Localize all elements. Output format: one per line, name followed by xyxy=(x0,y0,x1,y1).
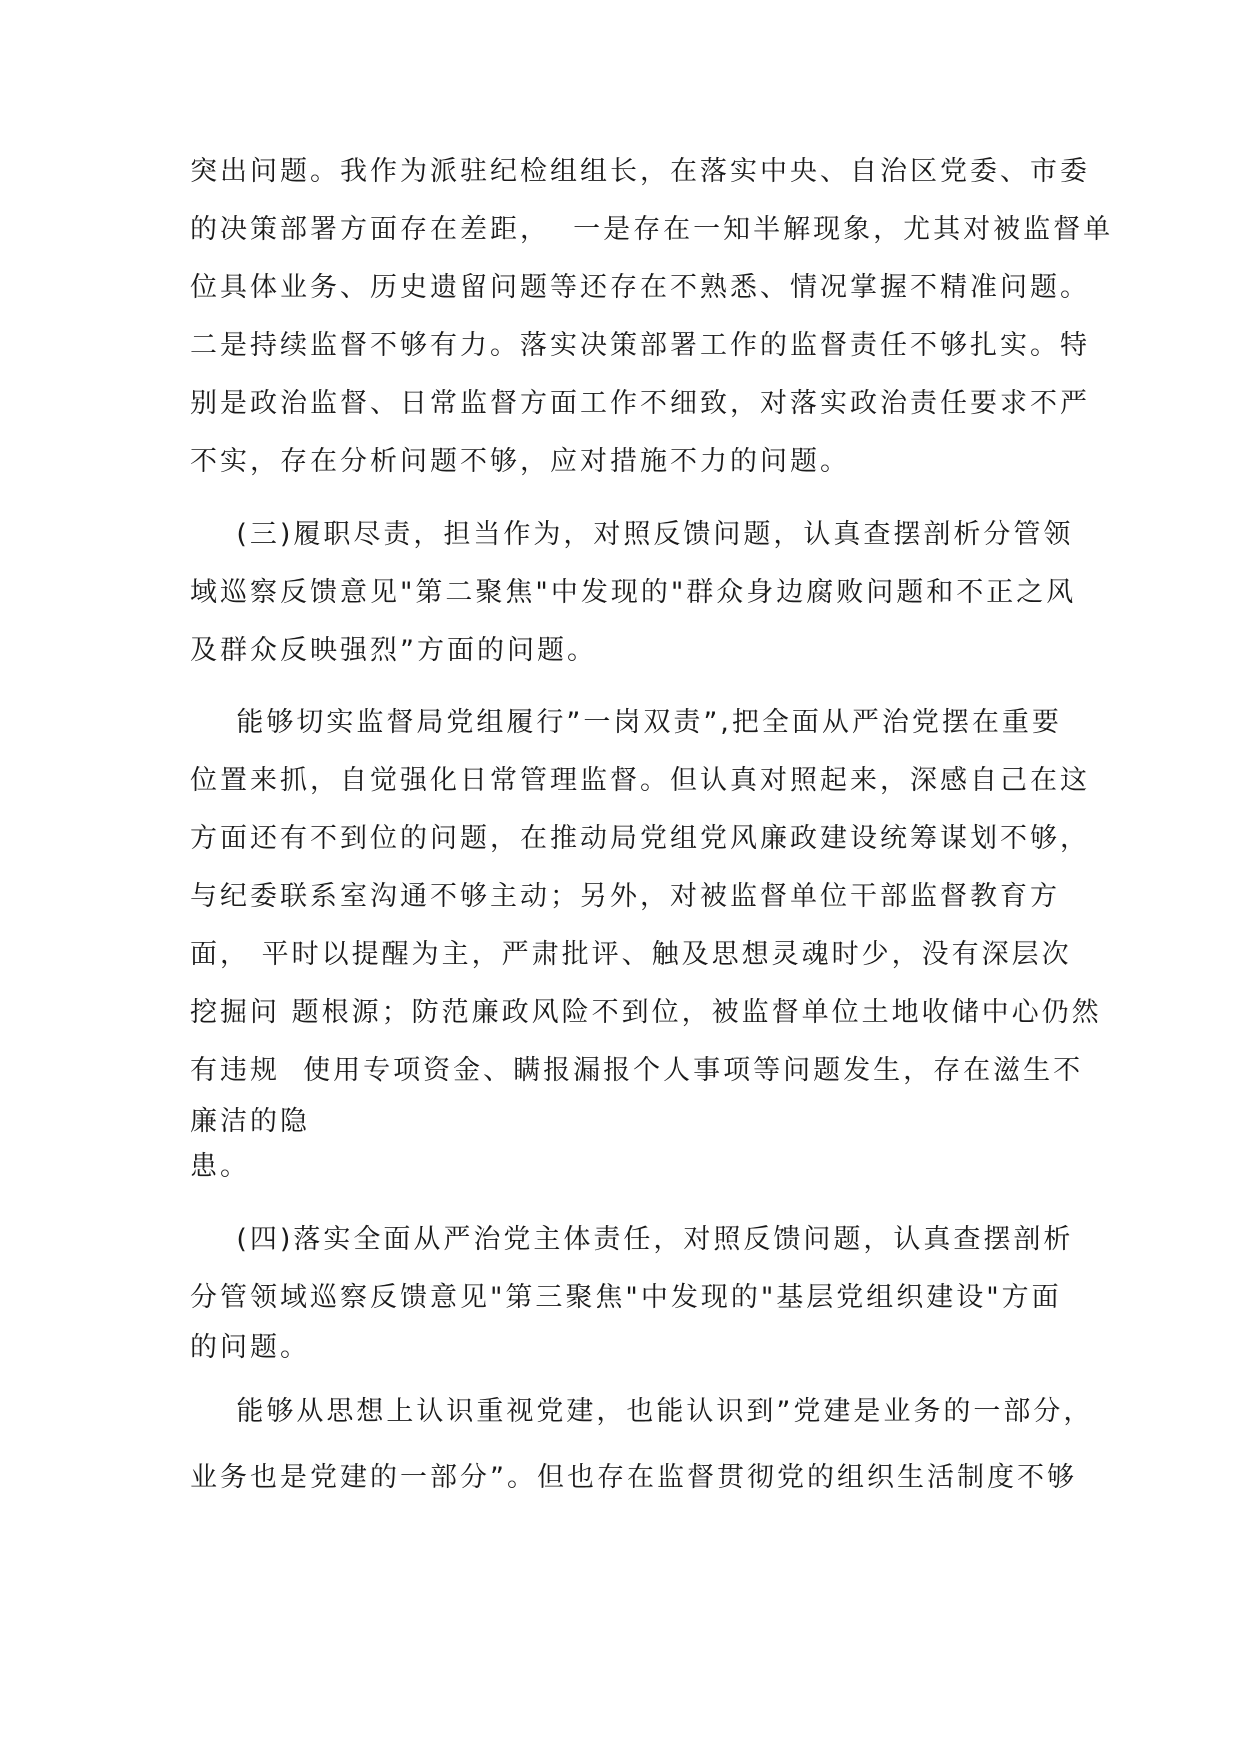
text-line: 有违规 使用专项资金、瞒报漏报个人事项等问题发生，存在滋生不 xyxy=(190,1055,1084,1086)
text-line: 能够从思想上认识重视党建，也能认识到”党建是业务的一部分， xyxy=(190,1396,1094,1427)
text-line: 的决策部署方面存在差距， 一是存在一知半解现象，尤其对被监督单 xyxy=(190,214,1114,245)
section-heading-3-line: 域巡察反馈意见"第二聚焦"中发现的"群众身边腐败问题和不正之风 xyxy=(190,577,1077,608)
text-line: 突出问题。我作为派驻纪检组组长，在落实中央、自治区党委、市委 xyxy=(190,156,1090,187)
text-line: 方面还有不到位的问题，在推动局党组党风廉政建设统筹谋划不够， xyxy=(190,823,1090,854)
text-line: 廉洁的隐 xyxy=(190,1106,310,1137)
text-line: 与纪委联系室沟通不够主动；另外，对被监督单位干部监督教育方 xyxy=(190,881,1060,912)
section-heading-3-line: (三)履职尽责，担当作为，对照反馈问题，认真查摆剖析分管领 xyxy=(190,519,1074,550)
text-line: 位置来抓，自觉强化日常管理监督。但认真对照起来，深感自己在这 xyxy=(190,765,1090,796)
text-line: 二是持续监督不够有力。落实决策部署工作的监督责任不够扎实。特 xyxy=(190,330,1090,361)
text-line: 别是政治监督、日常监督方面工作不细致，对落实政治责任要求不严 xyxy=(190,388,1090,419)
section-heading-4-line: (四)落实全面从严治党主体责任，对照反馈问题，认真查摆剖析 xyxy=(190,1224,1074,1255)
text-line: 面， 平时以提醒为主，严肃批评、触及思想灵魂时少，没有深层次 xyxy=(190,939,1072,970)
text-line: 不实，存在分析问题不够，应对措施不力的问题。 xyxy=(190,446,850,477)
section-heading-4-line: 分管领域巡察反馈意见"第三聚焦"中发现的"基层党组织建设"方面 xyxy=(190,1282,1062,1313)
text-line: 挖掘问 题根源；防范廉政风险不到位，被监督单位土地收储中心仍然 xyxy=(190,997,1102,1028)
text-line: 能够切实监督局党组履行”一岗双责”,把全面从严治党摆在重要 xyxy=(190,707,1062,738)
text-line: 患。 xyxy=(190,1151,250,1182)
text-line: 位具体业务、历史遗留问题等还存在不熟悉、情况掌握不精准问题。 xyxy=(190,272,1090,303)
section-heading-4-line: 的问题。 xyxy=(190,1332,310,1363)
text-line: 业务也是党建的一部分”。但也存在监督贯彻党的组织生活制度不够 xyxy=(190,1462,1077,1493)
section-heading-3-line: 及群众反映强烈”方面的问题。 xyxy=(190,635,597,666)
